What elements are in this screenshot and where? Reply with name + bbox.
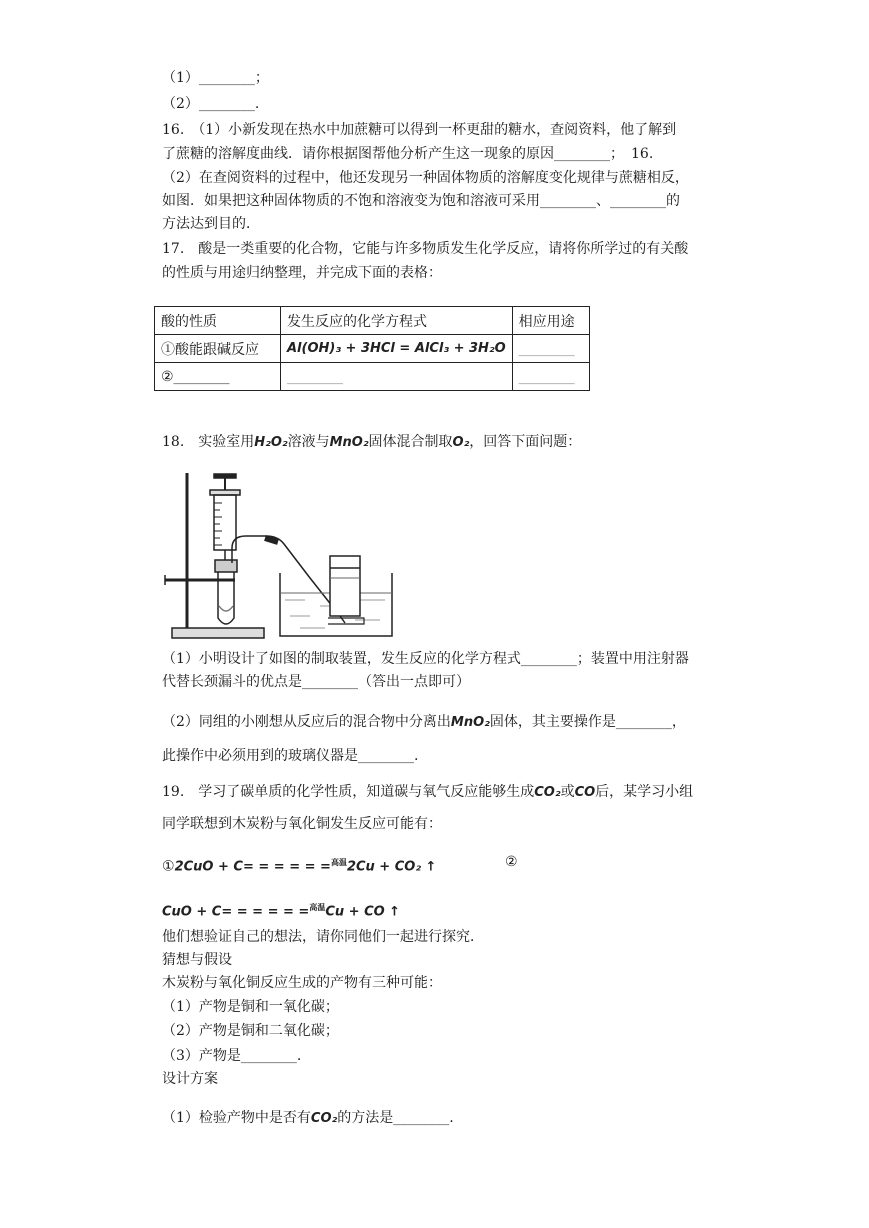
q19-text: 19. 学习了碳单质的化学性质，知道碳与氧气反应能够生成 <box>162 784 535 800</box>
q18-text: ，回答下面问题： <box>469 434 582 450</box>
table-cell[interactable]: ②________ <box>155 363 281 391</box>
equation-rhs: Cu + CO ↑ <box>325 904 401 920</box>
condition-label: 高温 <box>330 857 347 867</box>
q18-sub2-line-1 <box>162 712 686 733</box>
equation-rhs: 2Cu + CO₂ ↑ <box>346 859 437 875</box>
q17-line-1: 17. 酸是一类重要的化合物，它能与许多物质发生化学反应，请将你所学过的有关酸 <box>162 241 689 257</box>
rubber-stopper <box>215 560 237 572</box>
table-cell: ①酸能跟碱反应 <box>155 335 281 363</box>
q16-line-4: 如图．如果把这种固体物质的不饱和溶液变为饱和溶液可采用________、________的 <box>162 193 680 209</box>
q18-text: 固体混合制取 <box>368 434 453 450</box>
q19-line-2: 同学联想到木炭粉与氧化铜发生反应可能有： <box>162 816 442 832</box>
oxygen-apparatus-diagram <box>160 468 580 643</box>
table-cell-blank[interactable]: ________ <box>281 363 513 391</box>
table-row <box>155 363 590 391</box>
q16-line-5: 方法达到目的． <box>162 216 260 232</box>
formula-co2: CO₂ <box>310 1111 338 1126</box>
formula-h2o2: H₂O₂ <box>254 435 288 450</box>
q19-text: （1）检验产物中是否有 <box>162 1110 311 1126</box>
q19-line-10 <box>162 1108 454 1129</box>
section-heading-hypothesis: 猜想与假设 <box>162 952 232 968</box>
delivery-tube <box>232 536 345 623</box>
q16-line-2: 了蔗糖的溶解度曲线．请你根据图帮他分析产生这一现象的原因________； 16. <box>162 146 654 162</box>
q17-line-2: 的性质与用途归纳整理，并完成下面的表格： <box>162 265 442 281</box>
q16-line-3: （2）在查阅资料的过程中，他还发现另一种固体物质的溶解度变化规律与蔗糖相反， <box>162 170 689 186</box>
q18-sub2-line-2: 此操作中必须用到的玻璃仪器是________. <box>162 748 419 764</box>
q19-line-1 <box>162 782 693 803</box>
q19-text: 或 <box>560 784 575 800</box>
answer-line-2: （2）________. <box>162 96 260 112</box>
q19-text: 的方法是________. <box>337 1110 454 1126</box>
table-header-equation: 发生反应的化学方程式 <box>281 307 513 335</box>
stand-base <box>172 628 264 638</box>
table-cell-formula: Al(OH)₃ + 3HCl = AlCl₃ + 3H₂O <box>281 335 513 363</box>
equation-marker-2: ② <box>505 854 518 870</box>
table-header-property: 酸的性质 <box>155 307 281 335</box>
reaction-equation-2 <box>162 897 400 923</box>
equation-lhs: CuO + C= = = = = = <box>162 904 310 920</box>
equation-lhs: 2CuO + C= = = = = = <box>174 859 331 875</box>
formula-co2: CO₂ <box>534 785 561 800</box>
equation-marker: ① <box>162 858 175 875</box>
q18-text: 18. 实验室用 <box>162 434 255 450</box>
q18-sub1-line-1: （1）小明设计了如图的制取装置，发生反应的化学方程式________；装置中用注射器 <box>162 651 689 667</box>
formula-co: CO <box>574 785 596 800</box>
q19-line-7: （2）产物是铜和二氧化碳； <box>162 1023 339 1039</box>
q19-line-8: （3）产物是________. <box>162 1048 302 1064</box>
table-row <box>155 307 590 335</box>
formula-mno2: MnO₂ <box>329 435 369 450</box>
q18-text: （2）同组的小刚想从反应后的混合物中分离出 <box>162 714 451 730</box>
acid-properties-table <box>154 306 590 391</box>
q16-line-1: 16. （1）小新发现在热水中加蔗糖可以得到一杯更甜的糖水，查阅资料，他了解到 <box>162 122 677 138</box>
answer-line-1: （1）________； <box>162 70 269 86</box>
q19-text: 后，某学习小组 <box>595 784 694 800</box>
q18-text: 溶液与 <box>287 434 330 450</box>
formula-o2: O₂ <box>452 435 470 450</box>
q18-text: 固体，其主要操作是________， <box>489 714 686 730</box>
table-cell-blank[interactable]: ________ <box>512 363 589 391</box>
table-cell-blank[interactable]: ________ <box>512 335 589 363</box>
q18-sub1-line-2: 代替长颈漏斗的优点是________（答出一点即可） <box>162 674 470 690</box>
reaction-equation-1 <box>162 852 436 878</box>
formula-mno2: MnO₂ <box>450 715 490 730</box>
q18-stem <box>162 432 581 453</box>
table-header-use: 相应用途 <box>512 307 589 335</box>
table-row <box>155 335 590 363</box>
q19-line-5: 木炭粉与氧化铜反应生成的产物有三种可能： <box>162 975 442 991</box>
section-heading-design: 设计方案 <box>162 1071 218 1087</box>
q19-line-3: 他们想验证自己的想法，请你同他们一起进行探究． <box>162 929 484 945</box>
gas-collecting-bottle <box>330 556 360 616</box>
q19-line-6: （1）产物是铜和一氧化碳； <box>162 999 339 1015</box>
syringe-plunger-head <box>214 474 236 478</box>
condition-label: 高温 <box>309 902 326 912</box>
